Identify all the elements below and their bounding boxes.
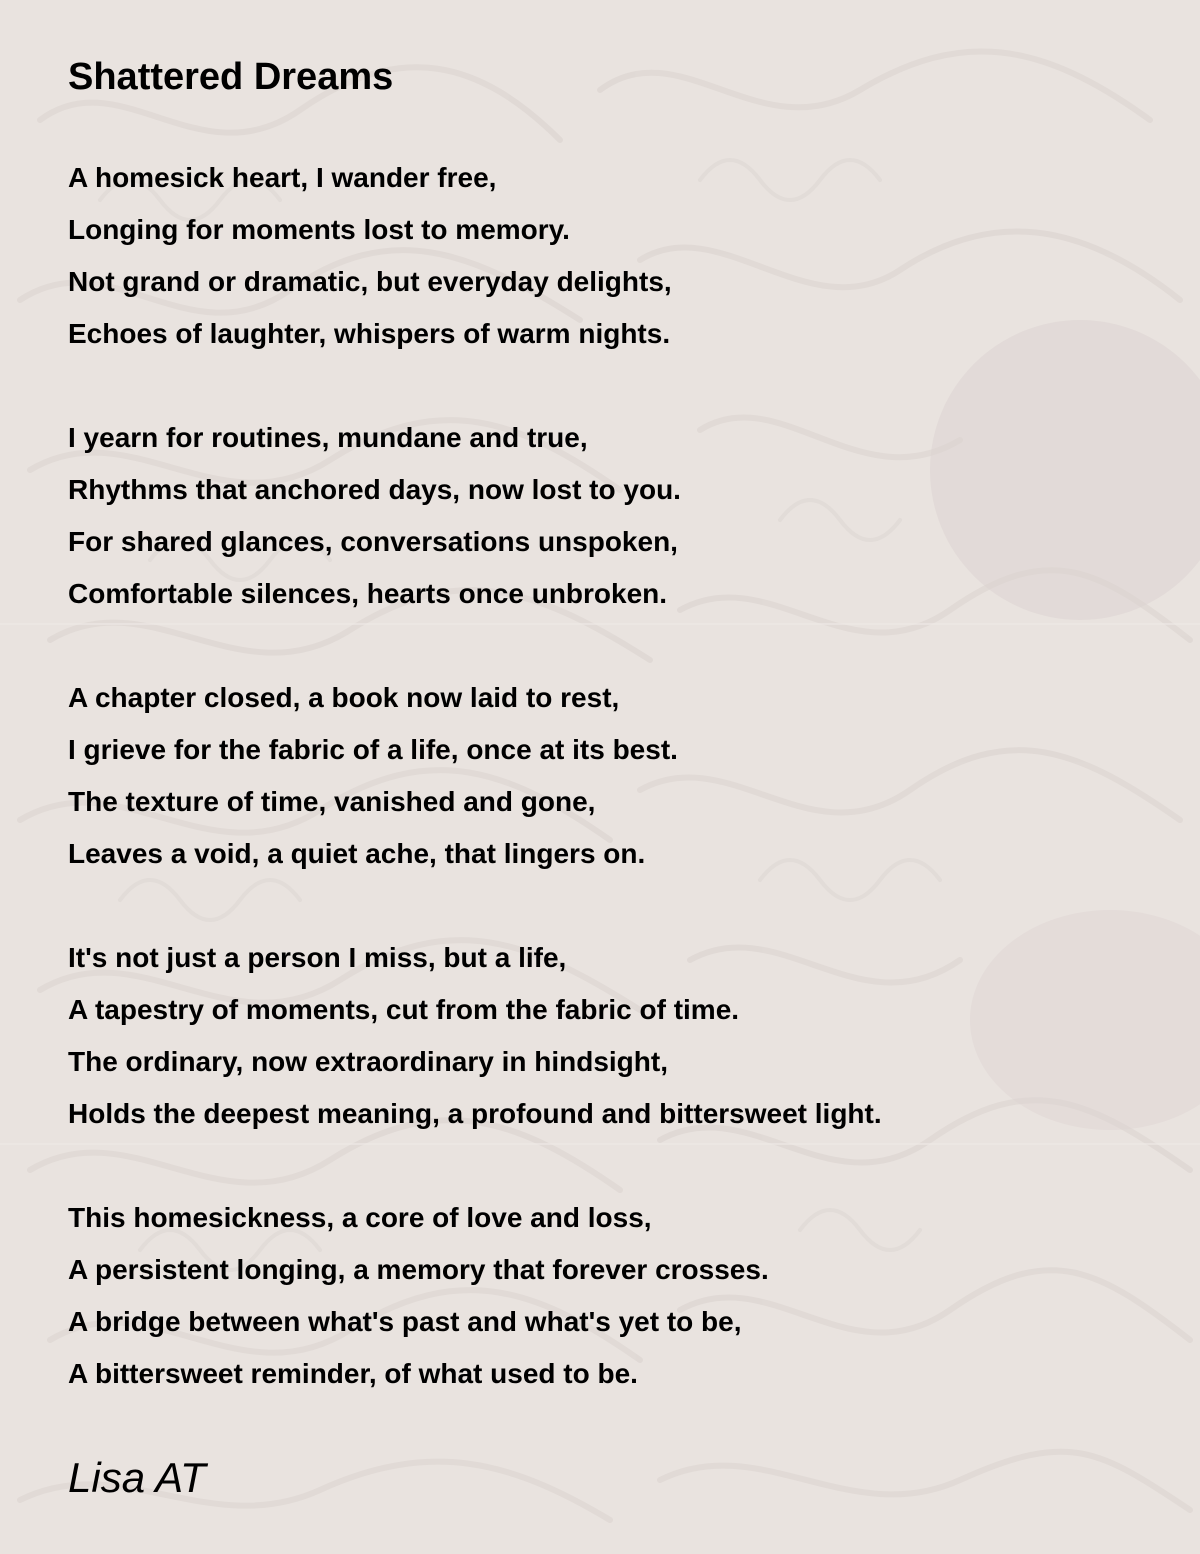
poem-line: Rhythms that anchored days, now lost to you. [68, 474, 681, 505]
poem-line: For shared glances, conversations unspoken, [68, 526, 678, 557]
poem-line: The ordinary, now extraordinary in hindsight, [68, 1046, 668, 1077]
poem-line: Echoes of laughter, whispers of warm nights. [68, 318, 671, 349]
poem-line: It's not just a person I miss, but a life, [68, 942, 567, 973]
poem-line: Longing for moments lost to memory. [68, 214, 570, 245]
stanza [68, 672, 1168, 880]
poem-line: The texture of time, vanished and gone, [68, 786, 596, 817]
poem-line: I yearn for routines, mundane and true, [68, 422, 588, 453]
poem-line: A tapestry of moments, cut from the fabric of time. [68, 994, 740, 1025]
poem-line: Comfortable silences, hearts once unbroken. [68, 578, 668, 609]
poem-line: Not grand or dramatic, but everyday delights, [68, 266, 672, 297]
poem-line: Leaves a void, a quiet ache, that lingers on. [68, 838, 646, 869]
poem-author: Lisa AT [68, 1454, 206, 1501]
stanza [68, 932, 1168, 1140]
poem-line: A persistent longing, a memory that forever crosses. [68, 1254, 769, 1285]
poem-line: A homesick heart, I wander free, [68, 162, 497, 193]
poem-line: A bittersweet reminder, of what used to be. [68, 1358, 638, 1389]
poem-line: I grieve for the fabric of a life, once at its best. [68, 734, 678, 765]
poem-line: This homesickness, a core of love and loss, [68, 1202, 652, 1233]
stanza [68, 412, 1168, 620]
poem-body [68, 152, 1168, 1452]
poem-line: Holds the deepest meaning, a profound and bittersweet light. [68, 1098, 882, 1129]
poem-title: Shattered Dreams [68, 56, 394, 98]
stanza [68, 1192, 1168, 1400]
stanza [68, 152, 1168, 360]
poem-line: A bridge between what's past and what's yet to be, [68, 1306, 742, 1337]
poem-line: A chapter closed, a book now laid to rest, [68, 682, 620, 713]
